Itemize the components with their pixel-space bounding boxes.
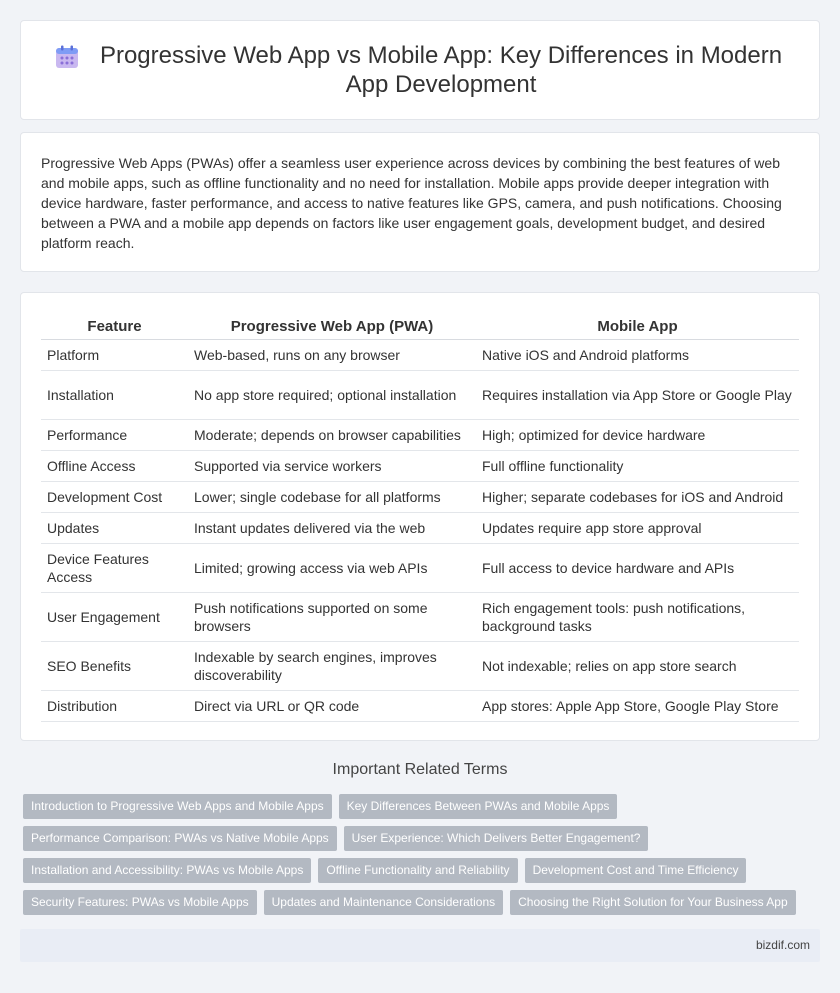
mobile-cell: Full access to device hardware and APIs bbox=[476, 543, 799, 592]
calendar-icon bbox=[54, 44, 80, 70]
mobile-cell: Requires installation via App Store or Google Play bbox=[476, 370, 799, 419]
feature-cell: Distribution bbox=[41, 690, 188, 721]
comparison-table bbox=[41, 313, 799, 722]
mobile-cell: Full offline functionality bbox=[476, 450, 799, 481]
related-tag[interactable]: Security Features: PWAs vs Mobile Apps bbox=[23, 890, 257, 915]
related-tag[interactable]: Introduction to Progressive Web Apps and Mobile Apps bbox=[23, 794, 332, 819]
feature-cell: Device Features Access bbox=[41, 543, 188, 592]
table-row bbox=[41, 370, 799, 419]
feature-cell: Updates bbox=[41, 512, 188, 543]
intro-text: Progressive Web Apps (PWAs) offer a seamless user experience across devices by combining the best features of web and mobile apps, such as offline functionality and no need for installation. Mobile apps provide deeper integration with device hardware, faster performance, and access to native features like GPS, camera, and push notifications. Choosing between a PWA and a mobile app depends on factors like user engagement goals, development budget, and desired platform reach. bbox=[41, 155, 782, 251]
related-terms-tags bbox=[23, 794, 813, 922]
mobile-cell: Not indexable; relies on app store search bbox=[476, 641, 799, 690]
related-tag[interactable]: Choosing the Right Solution for Your Business App bbox=[510, 890, 796, 915]
related-tag[interactable]: Installation and Accessibility: PWAs vs Mobile Apps bbox=[23, 858, 311, 883]
tag-row bbox=[23, 890, 813, 915]
table-row bbox=[41, 690, 799, 721]
pwa-cell: Moderate; depends on browser capabilities bbox=[188, 419, 476, 450]
related-tag[interactable]: Development Cost and Time Efficiency bbox=[525, 858, 747, 883]
tag-row bbox=[23, 794, 813, 819]
feature-cell: User Engagement bbox=[41, 592, 188, 641]
table-row bbox=[41, 543, 799, 592]
table-header-row bbox=[41, 313, 799, 339]
mobile-cell: App stores: Apple App Store, Google Play Store bbox=[476, 690, 799, 721]
table-row bbox=[41, 339, 799, 370]
feature-cell: Offline Access bbox=[41, 450, 188, 481]
page-title: Progressive Web App vs Mobile App: Key Differences in Modern App Development bbox=[99, 42, 783, 98]
pwa-cell: Indexable by search engines, improves discoverability bbox=[188, 641, 476, 690]
header-mobile-app: Mobile App bbox=[476, 313, 799, 339]
related-tag[interactable]: User Experience: Which Delivers Better Engagement? bbox=[344, 826, 649, 851]
footer bbox=[20, 929, 820, 962]
feature-cell: SEO Benefits bbox=[41, 641, 188, 690]
mobile-cell: High; optimized for device hardware bbox=[476, 419, 799, 450]
feature-cell: Installation bbox=[41, 370, 188, 419]
mobile-cell: Updates require app store approval bbox=[476, 512, 799, 543]
feature-cell: Platform bbox=[41, 339, 188, 370]
pwa-cell: Lower; single codebase for all platforms bbox=[188, 481, 476, 512]
pwa-cell: Push notifications supported on some browsers bbox=[188, 592, 476, 641]
header-pwa: Progressive Web App (PWA) bbox=[188, 313, 476, 339]
mobile-cell: Higher; separate codebases for iOS and Android bbox=[476, 481, 799, 512]
table-row bbox=[41, 481, 799, 512]
intro-card bbox=[20, 132, 820, 272]
table-row bbox=[41, 592, 799, 641]
related-tag[interactable]: Performance Comparison: PWAs vs Native Mobile Apps bbox=[23, 826, 337, 851]
pwa-cell: Web-based, runs on any browser bbox=[188, 339, 476, 370]
feature-cell: Performance bbox=[41, 419, 188, 450]
tag-row bbox=[23, 858, 813, 883]
header-card bbox=[20, 20, 820, 120]
related-tag[interactable]: Updates and Maintenance Considerations bbox=[264, 890, 503, 915]
mobile-cell: Native iOS and Android platforms bbox=[476, 339, 799, 370]
pwa-cell: Supported via service workers bbox=[188, 450, 476, 481]
pwa-cell: Direct via URL or QR code bbox=[188, 690, 476, 721]
related-terms-title: Important Related Terms bbox=[332, 761, 508, 778]
table-row bbox=[41, 512, 799, 543]
related-tag[interactable]: Offline Functionality and Reliability bbox=[318, 858, 517, 883]
related-tag[interactable]: Key Differences Between PWAs and Mobile Apps bbox=[339, 794, 618, 819]
table-row bbox=[41, 641, 799, 690]
table-row bbox=[41, 419, 799, 450]
pwa-cell: Instant updates delivered via the web bbox=[188, 512, 476, 543]
mobile-cell: Rich engagement tools: push notifications, background tasks bbox=[476, 592, 799, 641]
header-feature: Feature bbox=[41, 313, 188, 339]
comparison-table-card bbox=[20, 292, 820, 741]
tag-row bbox=[23, 826, 813, 851]
footer-brand[interactable]: bizdif.com bbox=[755, 938, 810, 952]
pwa-cell: No app store required; optional installation bbox=[188, 370, 476, 419]
pwa-cell: Limited; growing access via web APIs bbox=[188, 543, 476, 592]
feature-cell: Development Cost bbox=[41, 481, 188, 512]
table-row bbox=[41, 450, 799, 481]
